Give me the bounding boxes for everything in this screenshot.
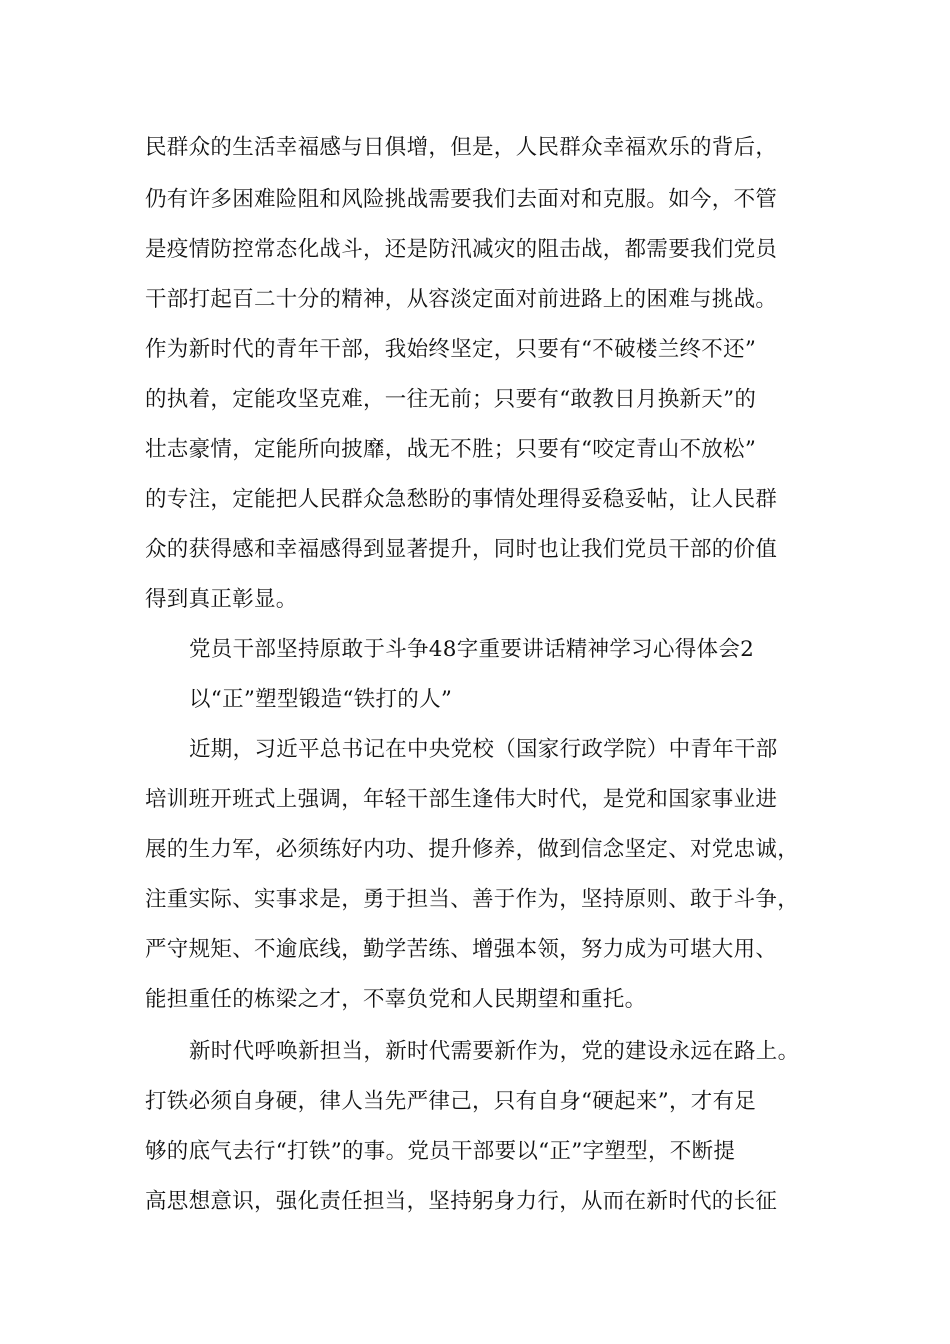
body-line: 近期，习近平总书记在中央党校（国家行政学院）中青年干部 <box>189 737 778 762</box>
body-line: 是疫情防控常态化战斗，还是防汛减灾的阻击战，都需要我们党员 <box>145 237 778 262</box>
section-subtitle: 以“正”塑型锻造“铁打的人” <box>189 687 453 712</box>
body-line: 展的生力军，必须练好内功、提升修养，做到信念坚定、对党忠诚， <box>145 837 800 862</box>
body-line: 民群众的生活幸福感与日俱增，但是，人民群众幸福欢乐的背后， <box>145 135 778 160</box>
body-line: 打铁必须自身硬，律人当先严律己，只有自身“硬起来”，才有足 <box>145 1089 757 1114</box>
section-title: 党员干部坚持原敢于斗争48字重要讲话精神学习心得体会2 <box>189 637 755 662</box>
body-line: 培训班开班式上强调，年轻干部生逢伟大时代，是党和国家事业进 <box>145 787 778 812</box>
body-line: 干部打起百二十分的精神，从容淡定面对前进路上的困难与挑战。 <box>145 287 778 312</box>
body-line: 作为新时代的青年干部，我始终坚定，只要有“不破楼兰终不还” <box>145 337 757 362</box>
body-line: 能担重任的栋梁之才，不辜负党和人民期望和重托。 <box>145 987 647 1012</box>
body-line: 严守规矩、不逾底线，勤学苦练、增强本领，努力成为可堪大用、 <box>145 937 778 962</box>
body-line: 的专注，定能把人民群众急愁盼的事情处理得妥稳妥帖，让人民群 <box>145 487 778 512</box>
body-line: 得到真正彰显。 <box>145 587 298 612</box>
body-line: 的执着，定能攻坚克难，一往无前；只要有“敢教日月换新天”的 <box>145 387 757 412</box>
body-line: 够的底气去行“打铁”的事。党员干部要以“正”字塑型，不断提 <box>145 1139 736 1164</box>
body-line: 注重实际、实事求是，勇于担当、善于作为，坚持原则、敢于斗争， <box>145 887 800 912</box>
body-line: 高思想意识，强化责任担当，坚持躬身力行，从而在新时代的长征 <box>145 1189 778 1214</box>
body-line: 壮志豪情，定能所向披靡，战无不胜；只要有“咬定青山不放松” <box>145 437 757 462</box>
body-line: 仍有许多困难险阻和风险挑战需要我们去面对和克服。如今，不管 <box>145 187 778 212</box>
body-line: 众的获得感和幸福感得到显著提升，同时也让我们党员干部的价值 <box>145 537 778 562</box>
body-line: 新时代呼唤新担当，新时代需要新作为，党的建设永远在路上。 <box>189 1039 800 1064</box>
